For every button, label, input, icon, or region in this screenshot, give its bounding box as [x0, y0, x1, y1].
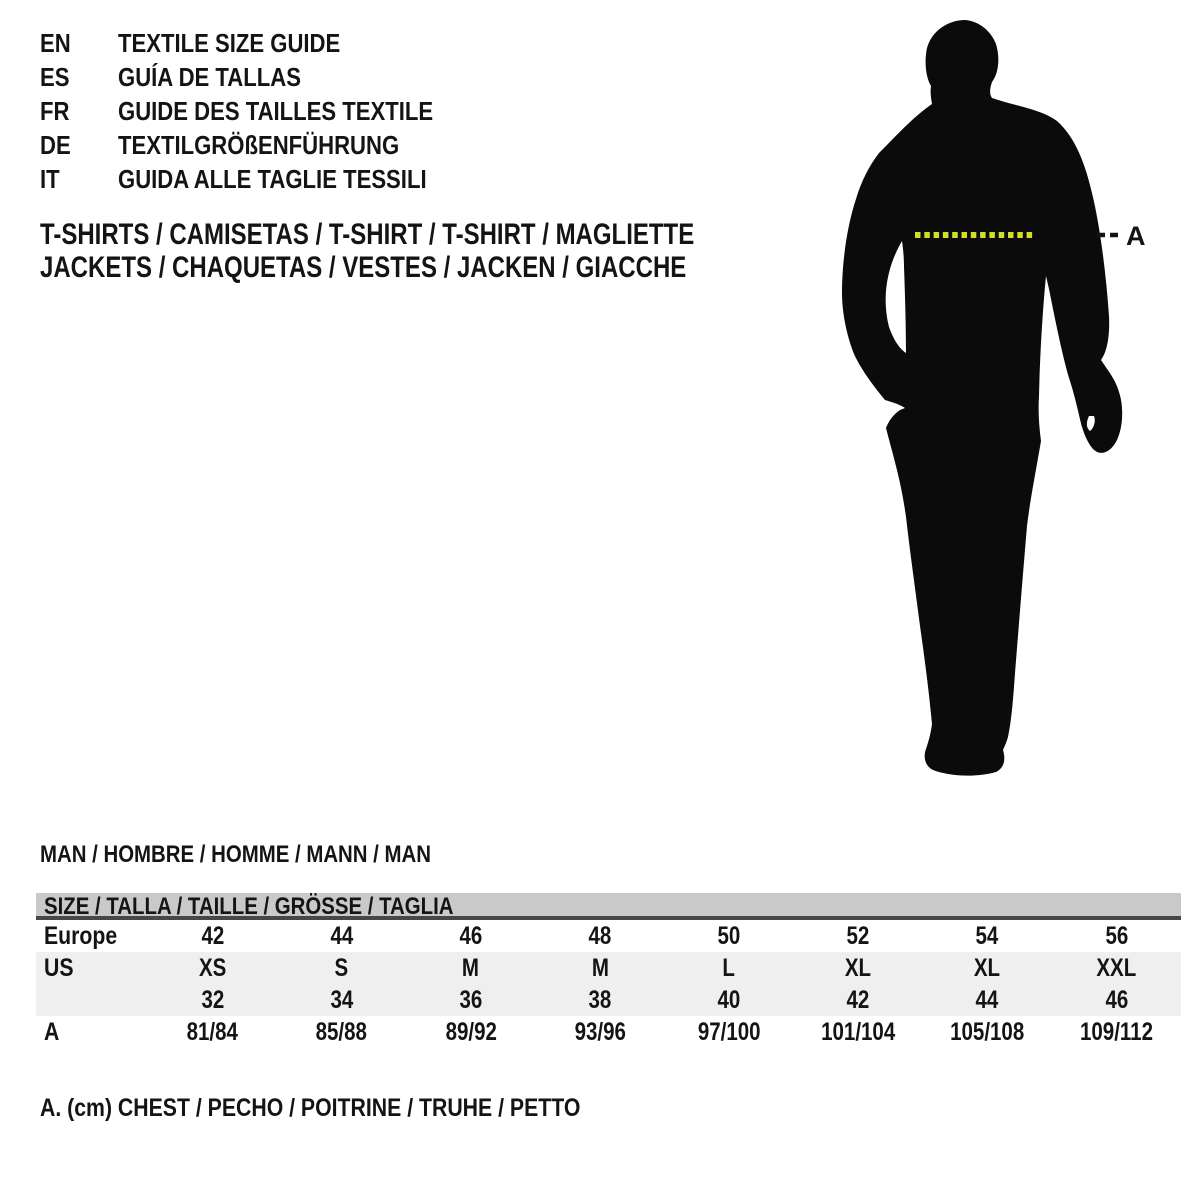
cell-value: L	[722, 954, 736, 982]
man-figure	[820, 10, 1150, 785]
language-row-fr	[40, 94, 489, 128]
table-row-europe	[36, 920, 1181, 952]
man-silhouette	[842, 20, 1122, 776]
row-label: US	[44, 954, 74, 982]
cell-value: XXL	[1096, 954, 1137, 982]
cell-value: M	[591, 954, 609, 982]
cell-value: 44	[975, 986, 999, 1014]
cell-value: XL	[974, 954, 1001, 982]
cell-value: 32	[201, 986, 224, 1014]
cell-value: 105/108	[950, 1018, 1025, 1046]
cell-value: 56	[1105, 922, 1128, 950]
product-line-tshirts: T-SHIRTS / CAMISETAS / T-SHIRT / T-SHIRT / MAGLIETTE	[40, 218, 695, 251]
cell-value: M	[462, 954, 480, 982]
row-label: Europe	[44, 922, 118, 950]
cell-value: XS	[198, 954, 227, 982]
language-code: EN	[40, 28, 71, 58]
language-code: ES	[40, 62, 70, 92]
language-code: DE	[40, 130, 71, 160]
table-row-numeric	[36, 984, 1181, 1016]
language-title: GUIDA ALLE TAGLIE TESSILI	[118, 164, 427, 194]
product-types	[40, 218, 858, 284]
language-title-list	[40, 26, 489, 196]
cell-value: 54	[975, 922, 999, 950]
cell-value: 85/88	[316, 1018, 368, 1046]
product-line-jackets: JACKETS / CHAQUETAS / VESTES / JACKEN / GIACCHE	[40, 251, 687, 284]
language-title: TEXTILGRÖßENFÜHRUNG	[118, 130, 400, 160]
cell-value: 36	[459, 986, 483, 1014]
cell-value: S	[334, 954, 349, 982]
row-label: A	[44, 1018, 60, 1046]
language-row-en	[40, 26, 489, 60]
cell-value: 101/104	[821, 1018, 896, 1046]
cell-value: 81/84	[186, 1018, 239, 1046]
language-code: IT	[40, 164, 60, 194]
size-table	[36, 893, 1181, 1048]
language-row-es	[40, 60, 489, 94]
cell-value: 97/100	[697, 1018, 761, 1046]
cell-value: 109/112	[1079, 1018, 1153, 1046]
language-code: FR	[40, 96, 70, 126]
cell-value: 93/96	[574, 1018, 626, 1046]
cell-value: 38	[588, 986, 612, 1014]
cell-value: 44	[330, 922, 354, 950]
cell-value: 42	[846, 986, 870, 1014]
language-row-it	[40, 162, 489, 196]
measure-label-a: A	[1126, 221, 1146, 251]
language-title: GUIDE DES TAILLES TEXTILE	[118, 96, 434, 126]
size-table-header: SIZE / TALLA / TAILLE / GRÖSSE / TAGLIA	[36, 893, 1181, 920]
table-section-title: MAN / HOMBRE / HOMME / MANN / MAN	[40, 841, 431, 868]
table-row-us	[36, 952, 1181, 984]
table-row-chest	[36, 1016, 1181, 1048]
cell-value: 52	[846, 922, 870, 950]
cell-value: 40	[717, 986, 741, 1014]
language-title: TEXTILE SIZE GUIDE	[118, 28, 341, 58]
cell-value: 89/92	[445, 1018, 497, 1046]
language-row-de	[40, 128, 489, 162]
cell-value: XL	[845, 954, 872, 982]
cell-value: 46	[1105, 986, 1128, 1014]
cell-value: 48	[588, 922, 612, 950]
measurement-footnote: A. (cm) CHEST / PECHO / POITRINE / TRUHE / PETTO	[40, 1094, 581, 1122]
language-title: GUÍA DE TALLAS	[118, 62, 301, 92]
cell-value: 42	[201, 922, 224, 950]
cell-value: 50	[717, 922, 741, 950]
cell-value: 46	[459, 922, 483, 950]
cell-value: 34	[330, 986, 354, 1014]
